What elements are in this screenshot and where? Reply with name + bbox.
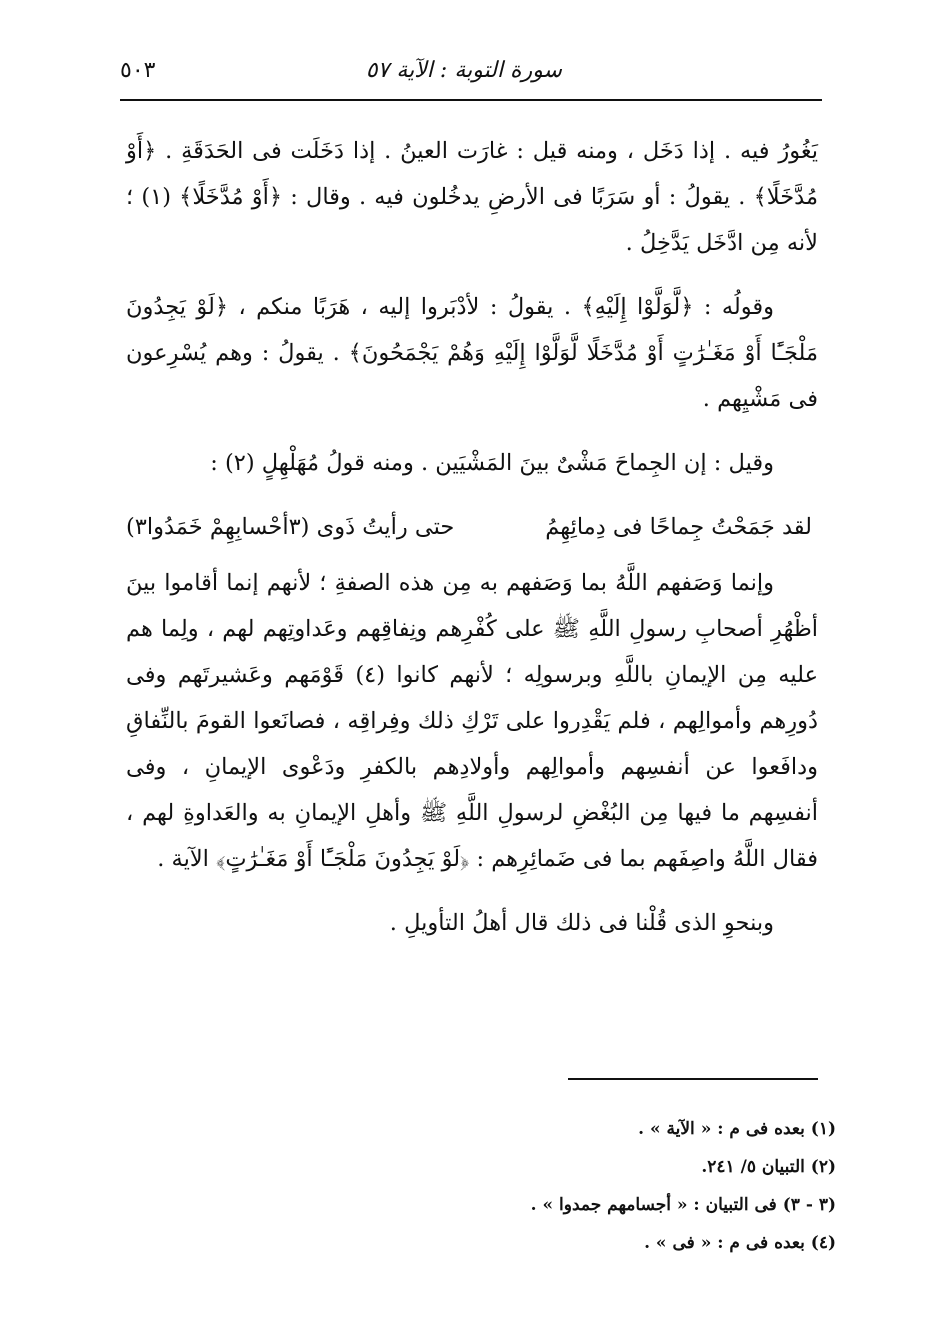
- footnote-1: (١) بعده فى م : « الآية » .: [638, 1119, 836, 1139]
- paragraph-5: وبنحوِ الذى قُلْنا فى ذلك قال أهلُ التأويلِ .: [389, 910, 774, 936]
- page-header: [120, 48, 822, 92]
- paragraph-4: وإنما وَصَفهم اللَّهُ بما وَصَفهم به مِن هذه الصفةِ ؛ لأنهم إنما أقاموا بينَ أظْهُرِ أصحابِ رسولِ اللَّهِ ﷺ على كُفْرِهم ونِفاقِهم وعَداوتِهم لهم ، ولِما هم عليه مِن الإيمانِ باللَّهِ وبرسولِه ؛ لأنهم كانوا (٤) قَوْمَهم وعَشيرتَهم وفى دُورِهم وأموالِهم ، فلم يَقْدِروا على تَرْكِ ذلك وفِراقِه ، فصانَعوا القومَ بالنِّفاقِ ودافَعوا عن أنفسِهم وأموالِهم وأولادِهم بالكفرِ ودَعْوى الإيمانِ ، وفى أنفسِهم ما فيها مِن البُغْضِ لرسولِ اللَّهِ ﷺ وأهلِ الإيمانِ به والعَداوةِ لهم ، فقال اللَّهُ واصِفَهم بما فى ضَمائِرِهم : ﴿لَوْ يَجِدُونَ مَلْجَـًٔا أَوْ مَغَـٰرَٰتٍ﴾ الآية .: [126, 570, 818, 872]
- footnotes: [126, 1110, 836, 1262]
- verse-hemistich-first: لقد جَمَحْتُ جِماحًا فى دِمائِهِمُ: [545, 514, 812, 540]
- header-divider: [120, 99, 822, 101]
- page-number: ٥٠٣: [120, 58, 156, 83]
- footnote-3: (٣ - ٣) فى التبيان : « أجسامهم جمدوا » .: [530, 1195, 836, 1215]
- main-text: [126, 128, 818, 964]
- poetry-verse: [126, 504, 818, 550]
- footnote-2: (٢) التبيان ٥/ ٢٤١.: [701, 1157, 836, 1177]
- paragraph-2: وقولُه : ﴿لَّوَلَّوْا إِلَيْهِ﴾ . يقولُ : لأدْبَروا إليه ، هَرَبًا منكم ، ﴿لَوْ يَجِدُونَ مَلْجَـًٔا أَوْ مَغَـٰرَٰتٍ أَوْ مُدَّخَلًا لَّوَلَّوْا إِلَيْهِ وَهُمْ يَجْمَحُونَ﴾ . يقولُ : وهم يُسْرِعون فى مَشْيِهم .: [126, 294, 818, 412]
- verse-hemistich-second: حتى رأيتُ ذَوى (٣أحْسابِهِمْ خَمَدُوا٣): [126, 514, 455, 540]
- running-title: سورة التوبة : الآية ٥٧: [365, 58, 562, 83]
- footnote-divider: [568, 1078, 818, 1080]
- footnote-4: (٤) بعده فى م : « فى » .: [644, 1233, 836, 1253]
- paragraph-3: وقيل : إن الجِماحَ مَشْىٌ بينَ المَشْيَين . ومنه قولُ مُهَلْهِلٍ (٢) :: [210, 450, 774, 476]
- paragraph-1: يَغُورُ فيه . إذا دَخَل ، ومنه قيل : غارَت العينُ . إذا دَخَلَت فى الحَدَقَةِ . ﴿أَوْ مُدَّخَلًا﴾ . يقولُ : أو سَرَبًا فى الأرضِ يدخُلون فيه . وقال : ﴿أَوْ مُدَّخَلًا﴾ (١) ؛ لأنه مِن ادَّخَل يَدَّخِلُ .: [126, 138, 818, 256]
